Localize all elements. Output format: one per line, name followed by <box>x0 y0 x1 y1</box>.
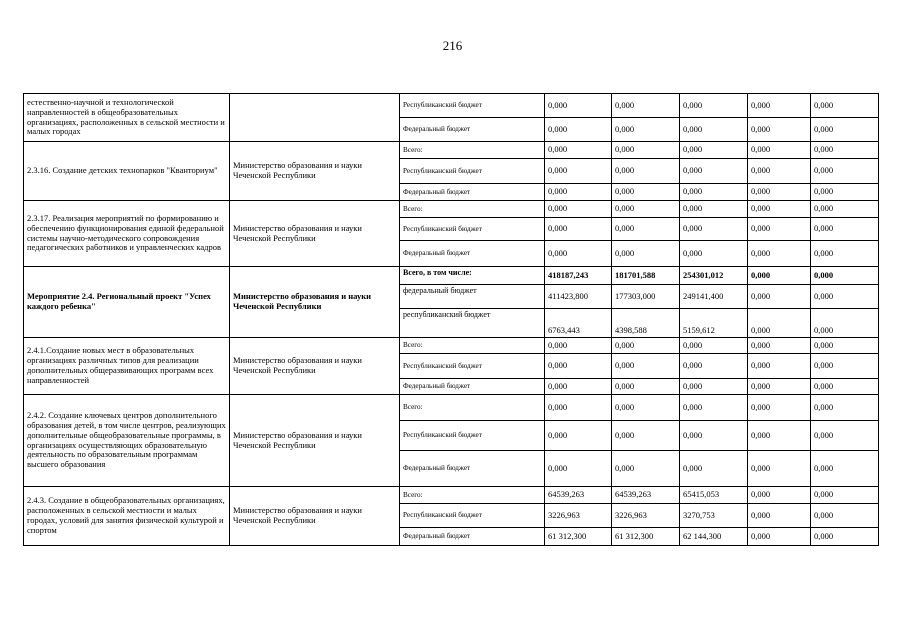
activity-name: естественно-научной и технологической направленностей в общеобразовательных организациях, расположенных в сельской местности и малых городах <box>27 96 225 137</box>
value-cell: 0,000 <box>612 218 680 241</box>
activity-name: 2.4.3. Создание в общеобразовательных организациях, расположенных в сельской местности и малых городах, условий для занятия физической культурой и спортом <box>27 495 225 535</box>
value-cell: 0,000 <box>811 285 879 309</box>
value-cell: 0,000 <box>748 159 811 184</box>
value-cell: 0,000 <box>680 421 748 451</box>
value-cell: 0,000 <box>811 338 879 354</box>
value-cell: 0,000 <box>545 379 612 395</box>
value-cell: 0,000 <box>680 451 748 487</box>
value-cell: 62 144,300 <box>680 528 748 546</box>
responsible-cell <box>230 201 400 267</box>
responsible-executor: Министерство образования и науки Чеченской Республики <box>233 429 362 450</box>
value-cell: 0,000 <box>748 267 811 285</box>
value-cell: 0,000 <box>612 118 680 142</box>
value-cell: 0,000 <box>612 159 680 184</box>
table-row <box>24 338 879 354</box>
value-cell: 0,000 <box>811 201 879 218</box>
value-cell: 0,000 <box>748 528 811 546</box>
value-cell: 64539,263 <box>612 487 680 504</box>
value-cell: 0,000 <box>545 184 612 201</box>
funding-source: Федеральный бюджет <box>400 528 545 546</box>
activity-name-cell <box>24 201 230 267</box>
value-cell: 0,000 <box>680 94 748 118</box>
value-cell: 3226,963 <box>612 504 680 528</box>
value-cell: 0,000 <box>612 201 680 218</box>
page-number: 216 <box>442 38 463 53</box>
responsible-executor: Министерство образования и науки Чеченской Республики <box>233 291 372 311</box>
value-cell: 6763,443 <box>545 309 612 338</box>
value-cell: 65415,053 <box>680 487 748 504</box>
value-cell: 0,000 <box>811 142 879 159</box>
value-cell: 0,000 <box>680 354 748 379</box>
value-cell: 0,000 <box>748 94 811 118</box>
value-cell: 0,000 <box>545 338 612 354</box>
value-cell: 0,000 <box>748 504 811 528</box>
value-cell: 0,000 <box>811 309 879 338</box>
value-cell: 0,000 <box>680 118 748 142</box>
value-cell: 0,000 <box>612 241 680 267</box>
value-cell: 177303,000 <box>612 285 680 309</box>
value-cell: 0,000 <box>748 201 811 218</box>
value-cell: 0,000 <box>748 184 811 201</box>
table-row <box>24 267 879 285</box>
funding-source: Республиканский бюджет <box>400 504 545 528</box>
value-cell: 249141,400 <box>680 285 748 309</box>
value-cell: 5159,612 <box>680 309 748 338</box>
value-cell: 0,000 <box>545 94 612 118</box>
value-cell: 0,000 <box>748 285 811 309</box>
funding-source: Всего: <box>400 201 545 218</box>
value-cell: 0,000 <box>612 184 680 201</box>
value-cell: 0,000 <box>612 142 680 159</box>
responsible-cell <box>230 487 400 546</box>
value-cell: 254301,012 <box>680 267 748 285</box>
funding-source: Федеральный бюджет <box>400 118 545 142</box>
value-cell: 0,000 <box>612 94 680 118</box>
value-cell: 0,000 <box>748 379 811 395</box>
value-cell: 0,000 <box>811 267 879 285</box>
value-cell: 0,000 <box>811 421 879 451</box>
activity-name-cell <box>24 142 230 201</box>
responsible-executor: Министерство образования и науки Чеченской Республики <box>233 160 362 180</box>
value-cell: 411423,800 <box>545 285 612 309</box>
budget-table <box>23 93 879 546</box>
value-cell: 0,000 <box>545 159 612 184</box>
value-cell: 64539,263 <box>545 487 612 504</box>
value-cell: 0,000 <box>811 379 879 395</box>
value-cell: 0,000 <box>680 241 748 267</box>
activity-name-cell <box>24 395 230 487</box>
value-cell: 418187,243 <box>545 267 612 285</box>
activity-name: 2.4.1.Создание новых мест в образовательных организациях различных типов для реализации дополнительных общеразвивающих программ всех направленностей <box>27 345 214 385</box>
budget-table-body <box>24 94 879 546</box>
value-cell: 61 312,300 <box>612 528 680 546</box>
value-cell: 181701,588 <box>612 267 680 285</box>
value-cell: 0,000 <box>748 421 811 451</box>
activity-name: 2.4.2. Создание ключевых центров дополнительного образования детей, в том числе центров, реализующих дополнительные общеобразовательные программы, в организациях осуществляющих образовательную деятельность по образовательным программам высшего образования <box>27 410 226 470</box>
value-cell: 0,000 <box>545 421 612 451</box>
table-row <box>24 94 879 118</box>
value-cell: 0,000 <box>748 142 811 159</box>
value-cell: 0,000 <box>811 218 879 241</box>
activity-name: 2.3.17. Реализация мероприятий по формированию и обеспечению функционирования единой федеральной системы научно-методического сопровождения педагогических работников и управленческих кадров <box>27 212 224 253</box>
responsible-executor: Министерство образования и науки Чеченской Республики <box>233 355 362 375</box>
value-cell: 0,000 <box>748 241 811 267</box>
activity-name-cell <box>24 94 230 142</box>
value-cell: 0,000 <box>680 159 748 184</box>
value-cell: 0,000 <box>545 241 612 267</box>
value-cell: 0,000 <box>612 354 680 379</box>
value-cell: 0,000 <box>748 309 811 338</box>
value-cell: 0,000 <box>545 451 612 487</box>
activity-name-cell <box>24 487 230 546</box>
value-cell: 0,000 <box>811 184 879 201</box>
funding-source: Республиканский бюджет <box>400 159 545 184</box>
value-cell: 0,000 <box>811 395 879 421</box>
value-cell: 0,000 <box>545 118 612 142</box>
value-cell: 0,000 <box>748 451 811 487</box>
activity-name: Мероприятие 2.4. Региональный проект "Успех каждого ребенка" <box>27 291 211 311</box>
value-cell: 0,000 <box>545 142 612 159</box>
value-cell: 0,000 <box>680 201 748 218</box>
table-row <box>24 142 879 159</box>
value-cell: 0,000 <box>612 395 680 421</box>
value-cell: 61 312,300 <box>545 528 612 546</box>
value-cell: 0,000 <box>545 354 612 379</box>
value-cell: 0,000 <box>680 142 748 159</box>
responsible-cell <box>230 338 400 395</box>
value-cell: 0,000 <box>612 379 680 395</box>
value-cell: 0,000 <box>748 487 811 504</box>
value-cell: 0,000 <box>680 395 748 421</box>
funding-source: Всего, в том числе: <box>400 267 545 285</box>
funding-source: республиканский бюджет <box>400 309 545 338</box>
value-cell: 0,000 <box>811 159 879 184</box>
funding-source: Всего: <box>400 487 545 504</box>
value-cell: 3226,963 <box>545 504 612 528</box>
funding-source: Республиканский бюджет <box>400 218 545 241</box>
value-cell: 0,000 <box>811 451 879 487</box>
value-cell: 0,000 <box>545 218 612 241</box>
value-cell: 0,000 <box>811 504 879 528</box>
funding-source: Республиканский бюджет <box>400 354 545 379</box>
value-cell: 0,000 <box>811 354 879 379</box>
value-cell: 0,000 <box>680 338 748 354</box>
value-cell: 0,000 <box>748 218 811 241</box>
value-cell: 3270,753 <box>680 504 748 528</box>
funding-source: федеральный бюджет <box>400 285 545 309</box>
value-cell: 0,000 <box>612 421 680 451</box>
responsible-cell <box>230 142 400 201</box>
funding-source: Республиканский бюджет <box>400 421 545 451</box>
table-row <box>24 395 879 421</box>
value-cell: 0,000 <box>680 184 748 201</box>
activity-name-cell <box>24 338 230 395</box>
responsible-cell <box>230 395 400 487</box>
value-cell: 0,000 <box>612 451 680 487</box>
value-cell: 0,000 <box>680 379 748 395</box>
value-cell: 0,000 <box>811 487 879 504</box>
value-cell: 0,000 <box>748 118 811 142</box>
responsible-executor: Министерство образования и науки Чеченской Республики <box>233 222 362 243</box>
funding-source: Федеральный бюджет <box>400 379 545 395</box>
value-cell: 0,000 <box>545 395 612 421</box>
value-cell: 0,000 <box>811 118 879 142</box>
funding-source: Всего: <box>400 142 545 159</box>
value-cell: 0,000 <box>811 94 879 118</box>
funding-source: Федеральный бюджет <box>400 451 545 487</box>
value-cell: 0,000 <box>748 338 811 354</box>
activity-name: 2.3.16. Создание детских технопарков "Кванториум" <box>27 165 218 176</box>
table-row <box>24 487 879 504</box>
value-cell: 0,000 <box>545 201 612 218</box>
funding-source: Всего: <box>400 395 545 421</box>
value-cell: 0,000 <box>811 528 879 546</box>
funding-source: Федеральный бюджет <box>400 241 545 267</box>
responsible-executor: Министерство образования и науки Чеченской Республики <box>233 505 362 525</box>
responsible-cell <box>230 94 400 142</box>
funding-source: Всего: <box>400 338 545 354</box>
value-cell: 4398,588 <box>612 309 680 338</box>
value-cell: 0,000 <box>811 241 879 267</box>
responsible-cell <box>230 267 400 338</box>
activity-name-cell <box>24 267 230 338</box>
table-row <box>24 201 879 218</box>
value-cell: 0,000 <box>748 395 811 421</box>
funding-source: Федеральный бюджет <box>400 184 545 201</box>
value-cell: 0,000 <box>748 354 811 379</box>
funding-source: Республиканский бюджет <box>400 94 545 118</box>
value-cell: 0,000 <box>612 338 680 354</box>
value-cell: 0,000 <box>680 218 748 241</box>
